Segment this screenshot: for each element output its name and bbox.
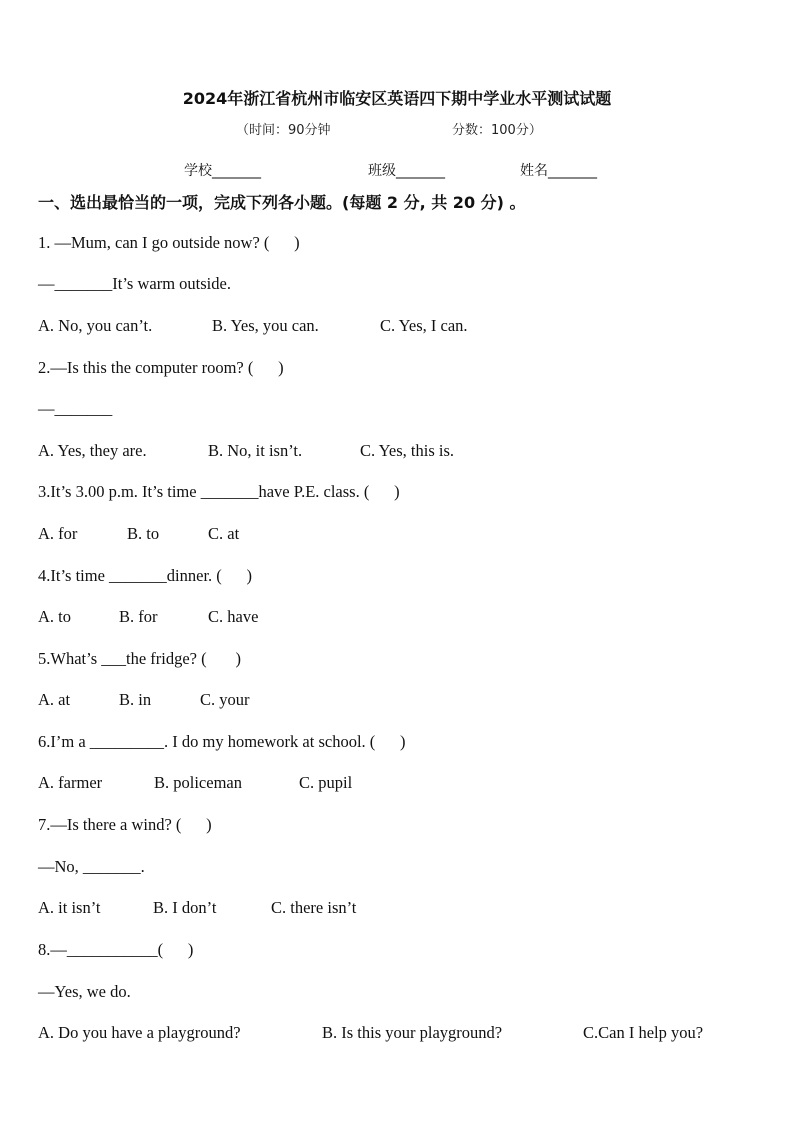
- question-2-response: —_______: [38, 399, 113, 418]
- question-5-option-a: A. at: [38, 690, 71, 709]
- question-1-option-a: A. No, you can’t.: [38, 316, 153, 335]
- question-7-option-a: A. it isn’t: [38, 898, 101, 917]
- question-3-stem: 3.It’s 3.00 p.m. It’s time _______have P.E. class. ( ): [38, 482, 400, 501]
- question-1-response: —_______It’s warm outside.: [38, 274, 231, 293]
- question-4-option-a: A. to: [38, 607, 71, 626]
- question-2-option-b: B. No, it isn’t.: [208, 441, 303, 460]
- school-field: 学校_______: [184, 163, 261, 179]
- name-field: 姓名_______: [520, 163, 597, 179]
- question-8-response: —Yes, we do.: [38, 982, 131, 1001]
- question-2-option-c: C. Yes, this is.: [360, 441, 454, 460]
- question-8-option-a: A. Do you have a playground?: [38, 1023, 241, 1042]
- question-4-option-b: B. for: [119, 607, 158, 626]
- question-8-stem: 8.—___________( ): [38, 940, 194, 959]
- question-1-option-c: C. Yes, I can.: [380, 316, 468, 335]
- question-4-option-c: C. have: [208, 607, 259, 626]
- page-title: 2024年浙江省杭州市临安区英语四下期中学业水平测试试题: [182, 89, 612, 108]
- section-heading: 一、选出最恰当的一项，完成下列各小题。(每题 2 分, 共 20 分) 。: [38, 193, 526, 212]
- question-1-stem: 1. —Mum, can I go outside now? ( ): [38, 233, 300, 252]
- question-6-option-c: C. pupil: [299, 773, 353, 792]
- exam-score: 分数：100分）: [452, 123, 542, 138]
- question-7-option-c: C. there isn’t: [271, 898, 357, 917]
- question-1-option-b: B. Yes, you can.: [212, 316, 319, 335]
- question-3-option-a: A. for: [38, 524, 78, 543]
- question-6-option-a: A. farmer: [38, 773, 103, 792]
- question-8-option-c: C.Can I help you?: [583, 1023, 704, 1042]
- question-7-option-b: B. I don’t: [153, 898, 217, 917]
- exam-time: （时间：90分钟: [236, 123, 331, 138]
- question-4-stem: 4.It’s time _______dinner. ( ): [38, 566, 253, 585]
- question-8-option-b: B. Is this your playground?: [322, 1023, 503, 1042]
- question-7-stem: 7.—Is there a wind? ( ): [38, 815, 212, 834]
- question-6-stem: 6.I’m a _________. I do my homework at school. ( ): [38, 732, 406, 751]
- question-5-option-b: B. in: [119, 690, 152, 709]
- question-3-option-b: B. to: [127, 524, 160, 543]
- question-2-stem: 2.—Is this the computer room? ( ): [38, 358, 284, 377]
- question-2-option-a: A. Yes, they are.: [38, 441, 147, 460]
- question-7-response: —No, _______.: [38, 857, 145, 876]
- class-field: 班级_______: [368, 163, 445, 179]
- question-3-option-c: C. at: [208, 524, 240, 543]
- question-5-stem: 5.What’s ___the fridge? ( ): [38, 649, 241, 668]
- question-5-option-c: C. your: [200, 690, 250, 709]
- question-6-option-b: B. policeman: [154, 773, 242, 792]
